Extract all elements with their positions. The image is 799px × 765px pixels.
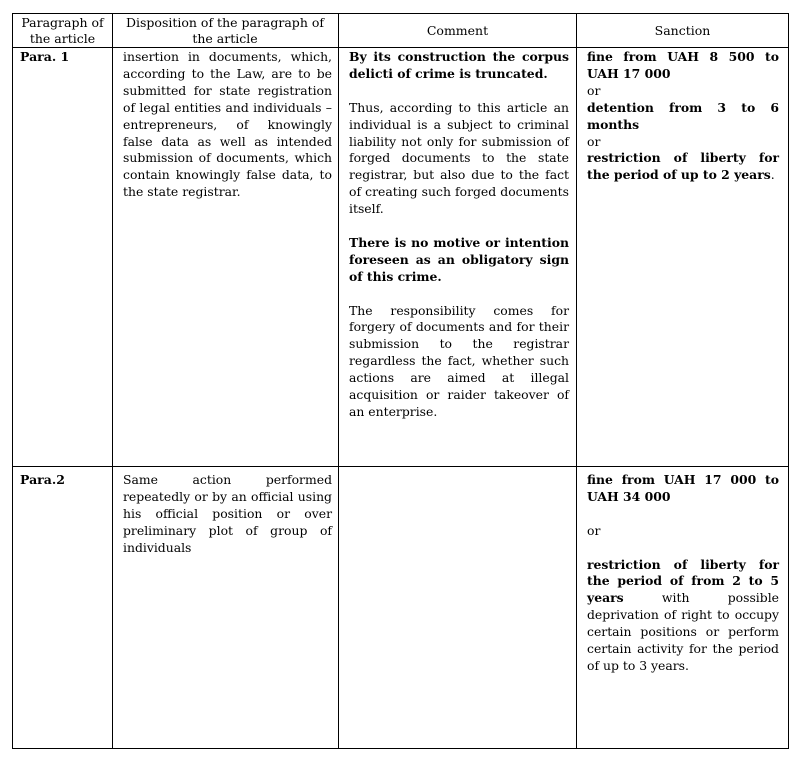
comment-paragraph: The responsibility comes for forgery of documents and for their submission to the registrar regardless the fact, whether such actions are aimed at illegal acquisition or raider takeover of an enterprise.	[349, 302, 569, 419]
sanction-restriction	[587, 150, 779, 184]
sanction-fine: fine from UAH 8 500 to UAH 17 000	[587, 49, 779, 81]
comment-paragraph: Thus, according to this article an individual is a subject to criminal liability not only for submission of forged documents to the state registrar, but also due to the fact of creating such forged documents itself.	[349, 99, 569, 217]
column-divider-3	[576, 13, 577, 749]
table-border-left	[12, 13, 13, 749]
header-sanction: Sanction	[654, 22, 711, 38]
table-border-right	[788, 13, 789, 749]
row-label-para-1: Para. 1	[20, 49, 70, 64]
row-1-comment	[349, 49, 569, 421]
comment-paragraph: There is no motive or intention foreseen as an obligatory sign of this crime.	[349, 234, 569, 284]
row-label-para-2: Para.2	[20, 472, 65, 487]
article-table	[12, 13, 789, 749]
column-divider-2	[338, 13, 339, 749]
column-divider-1	[112, 13, 113, 749]
table-border-bottom	[12, 748, 789, 749]
header-paragraph: Paragraph of the article	[21, 14, 104, 46]
sanction-restriction	[587, 557, 779, 675]
sanction-restriction-text: restriction of liberty for the period of from 2 to 5 years	[587, 556, 779, 606]
sanction-detention: detention from 3 to 6 months	[587, 99, 779, 132]
row-2-disposition: Same action performed repeatedly or by an official using his official position or over preliminary plot of group of individuals	[123, 472, 332, 555]
comment-paragraph: By its construction the corpus delicti of crime is truncated.	[349, 49, 569, 81]
sanction-or: or	[587, 522, 601, 538]
sanction-restriction-text: restriction of liberty for the period of up to 2 years	[587, 150, 779, 183]
row-2-sanction	[587, 472, 779, 675]
header-divider	[12, 47, 789, 48]
header-comment: Comment	[426, 22, 489, 38]
sanction-fine: fine from UAH 17 000 to UAH 34 000	[587, 472, 779, 504]
sanction-period-end: .	[770, 167, 775, 183]
row-1-disposition: insertion in documents, which, according to the Law, are to be submitted for state registration of legal entities and individuals – entrepreneurs, of knowingly false data as well as intended submission of documents, which contain knowingly false data, to the state registrar.	[123, 49, 332, 200]
header-disposition: Disposition of the paragraph of the article	[125, 14, 324, 46]
row-1-sanction	[587, 49, 779, 184]
sanction-or: or	[587, 82, 601, 98]
row-divider	[12, 466, 789, 467]
sanction-deprivation: with possible deprivation of right to occupy certain positions or perform certain activity for the period of up to 3 years.	[587, 590, 779, 673]
sanction-or: or	[587, 133, 601, 149]
